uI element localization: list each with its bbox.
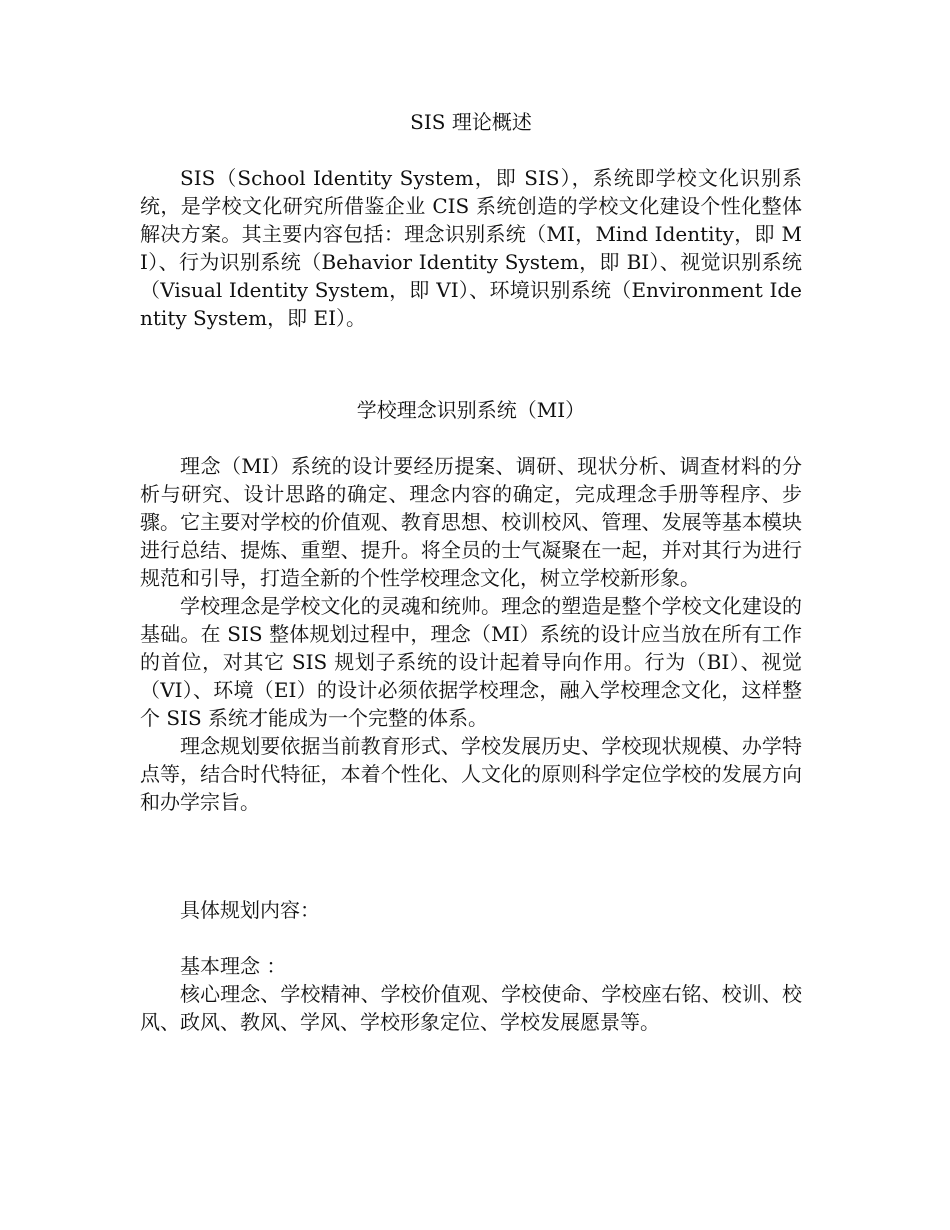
spacer — [140, 424, 802, 452]
paragraph-3: 理念规划要依据当前教育形式、学校发展历史、学校现状规模、办学特点等，结合时代特征，本着个性化、人文化的原则科学定位学校的发展方向和办学宗旨。 — [140, 734, 802, 814]
paragraph-1: 理念（MI）系统的设计要经历提案、调研、现状分析、调查材料的分析与研究、设计思路的确定、理念内容的确定，完成理念手册等程序、步骤。它主要对学校的价值观、教育思想、校训校风、管理、发展等基本模块进行总结、提炼、重塑、提升。将全员的士气凝聚在一起，并对其行为进行规范和引导，打造全新的个性学校理念文化，树立学校新形象。 — [140, 454, 802, 590]
document-page — [140, 108, 802, 1036]
spacer — [140, 136, 802, 164]
spacer — [140, 924, 802, 952]
basic-label: 基本理念 ： — [180, 954, 287, 978]
intro-paragraph: SIS（School Identity System，即 SIS），系统即学校文化识别系统，是学校文化研究所借鉴企业 CIS 系统创造的学校文化建设个性化整体解决方案。其主要内容包括：理念识别系统（MI，Mind Identity，即 MI）、行为识别系统（Behavior Identity System，即 BI）、视觉识别系统（Visual Identity System，即 VI）、环境识别系统（Environment Identity System，即 EI）。 — [140, 166, 802, 330]
spacer — [140, 332, 802, 396]
plan-label: 具体规划内容： — [180, 898, 320, 922]
document-title: SIS 理论概述 — [410, 110, 532, 134]
spacer — [140, 816, 802, 896]
paragraph-2: 学校理念是学校文化的灵魂和统帅。理念的塑造是整个学校文化建设的基础。在 SIS 整体规划过程中，理念（MI）系统的设计应当放在所有工作的首位，对其它 SIS 规划子系统的设计起着导向作用。行为（BI）、视觉（VI）、环境（EI）的设计必须依据学校理念，融入学校理念文化，这样整个 SIS 系统才能成为一个完整的体系。 — [140, 594, 802, 730]
basic-content: 核心理念、学校精神、学校价值观、学校使命、学校座右铭、校训、校风、政风、教风、学风、学校形象定位、学校发展愿景等。 — [140, 982, 802, 1034]
section-title: 学校理念识别系统（MI） — [356, 398, 586, 422]
